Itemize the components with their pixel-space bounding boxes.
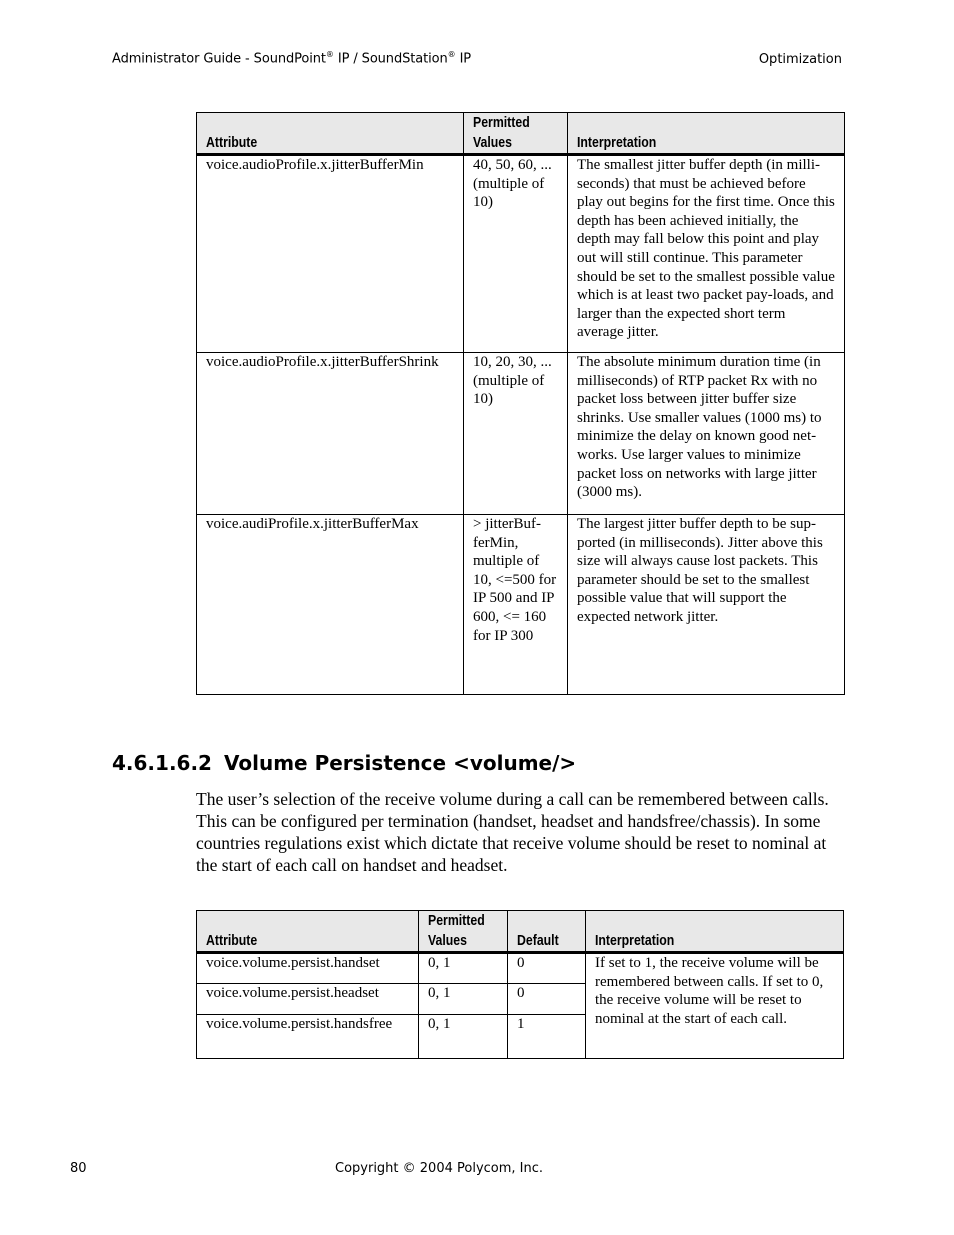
attribute-cell: voice.audiProfile.x.jitterBufferMax xyxy=(197,515,464,695)
attribute-cell: voice.volume.persist.handset xyxy=(197,953,419,984)
column-header-attribute: Attribute xyxy=(197,113,464,155)
page-number: 80 xyxy=(70,1161,87,1176)
attribute-cell: voice.volume.persist.handsfree xyxy=(197,1015,419,1059)
section-heading: 4.6.1.6.2 Volume Persistence <volume/> xyxy=(112,751,577,775)
interpretation-cell: The largest jitter buffer depth to be sup-ported (in milliseconds). Jitter above this size will always cause lost packets. This parameter should be set to the smallest possible value that will support the expected network jitter. xyxy=(568,515,845,695)
permitted-values-cell: 10, 20, 30, ... (multiple of 10) xyxy=(464,353,568,515)
running-header-chapter: Optimization xyxy=(758,52,842,67)
interpretation-cell: The absolute minimum duration time (in milliseconds) of RTP packet Rx with no packet loss between jitter buffer size shrinks. Use smaller values (1000 ms) to minimize the delay on known good net-works. Use larger values to minimize packet loss on networks with large jitter (3000 ms). xyxy=(568,353,845,515)
table-row xyxy=(197,155,845,353)
interpretation-cell: If set to 1, the receive volume will be remembered between calls. If set to 0, the receive volume will be reset to nominal at the start of each call. xyxy=(586,953,844,1059)
section-paragraph: The user’s selection of the receive volume during a call can be remembered between calls. This can be configured per termination (handset, headset and handsfree/chassis). In some countries regulations exist which dictate that receive volume should be reset to nominal at the start of each call on handset and headset. xyxy=(196,789,829,875)
table-header-row xyxy=(197,113,845,155)
permitted-values-cell: 40, 50, 60, ... (multiple of 10) xyxy=(464,155,568,353)
table-header-row xyxy=(197,911,844,953)
column-header-interpretation: Interpretation xyxy=(568,113,845,155)
attribute-cell: voice.audioProfile.x.jitterBufferMin xyxy=(197,155,464,353)
permitted-values-cell: 0, 1 xyxy=(419,984,508,1015)
copyright-notice: Copyright © 2004 Polycom, Inc. xyxy=(335,1161,544,1176)
permitted-values-cell: 0, 1 xyxy=(419,953,508,984)
table-row xyxy=(197,953,844,984)
running-header-title: Administrator Guide - SoundPoint® IP / SoundStation® IP xyxy=(112,50,472,67)
table-row xyxy=(197,515,845,695)
attribute-cell: voice.audioProfile.x.jitterBufferShrink xyxy=(197,353,464,515)
permitted-values-cell: 0, 1 xyxy=(419,1015,508,1059)
default-cell: 1 xyxy=(508,1015,586,1059)
column-header-permitted-values: Permitted Values xyxy=(419,911,508,953)
attribute-cell: voice.volume.persist.headset xyxy=(197,984,419,1015)
permitted-values-cell: > jitterBuf-ferMin, multiple of 10, <=500 for IP 500 and IP 600, <= 160 for IP 300 xyxy=(464,515,568,695)
interpretation-cell: The smallest jitter buffer depth (in milli-seconds) that must be achieved before play out begins for the first time. Once this depth has been achieved initially, the depth may fall below this point and play out will still continue. This parameter should be set to the smallest possible value which is at least two packet pay-loads, and larger than the expected short term average jitter. xyxy=(568,155,845,353)
jitter-buffer-attribute-table xyxy=(196,112,845,695)
column-header-default: Default xyxy=(508,911,586,953)
column-header-interpretation: Interpretation xyxy=(586,911,844,953)
default-cell: 0 xyxy=(508,984,586,1015)
column-header-permitted-values: Permitted Values xyxy=(464,113,568,155)
table-row xyxy=(197,353,845,515)
volume-persistence-attribute-table xyxy=(196,910,844,1059)
column-header-attribute: Attribute xyxy=(197,911,419,953)
default-cell: 0 xyxy=(508,953,586,984)
